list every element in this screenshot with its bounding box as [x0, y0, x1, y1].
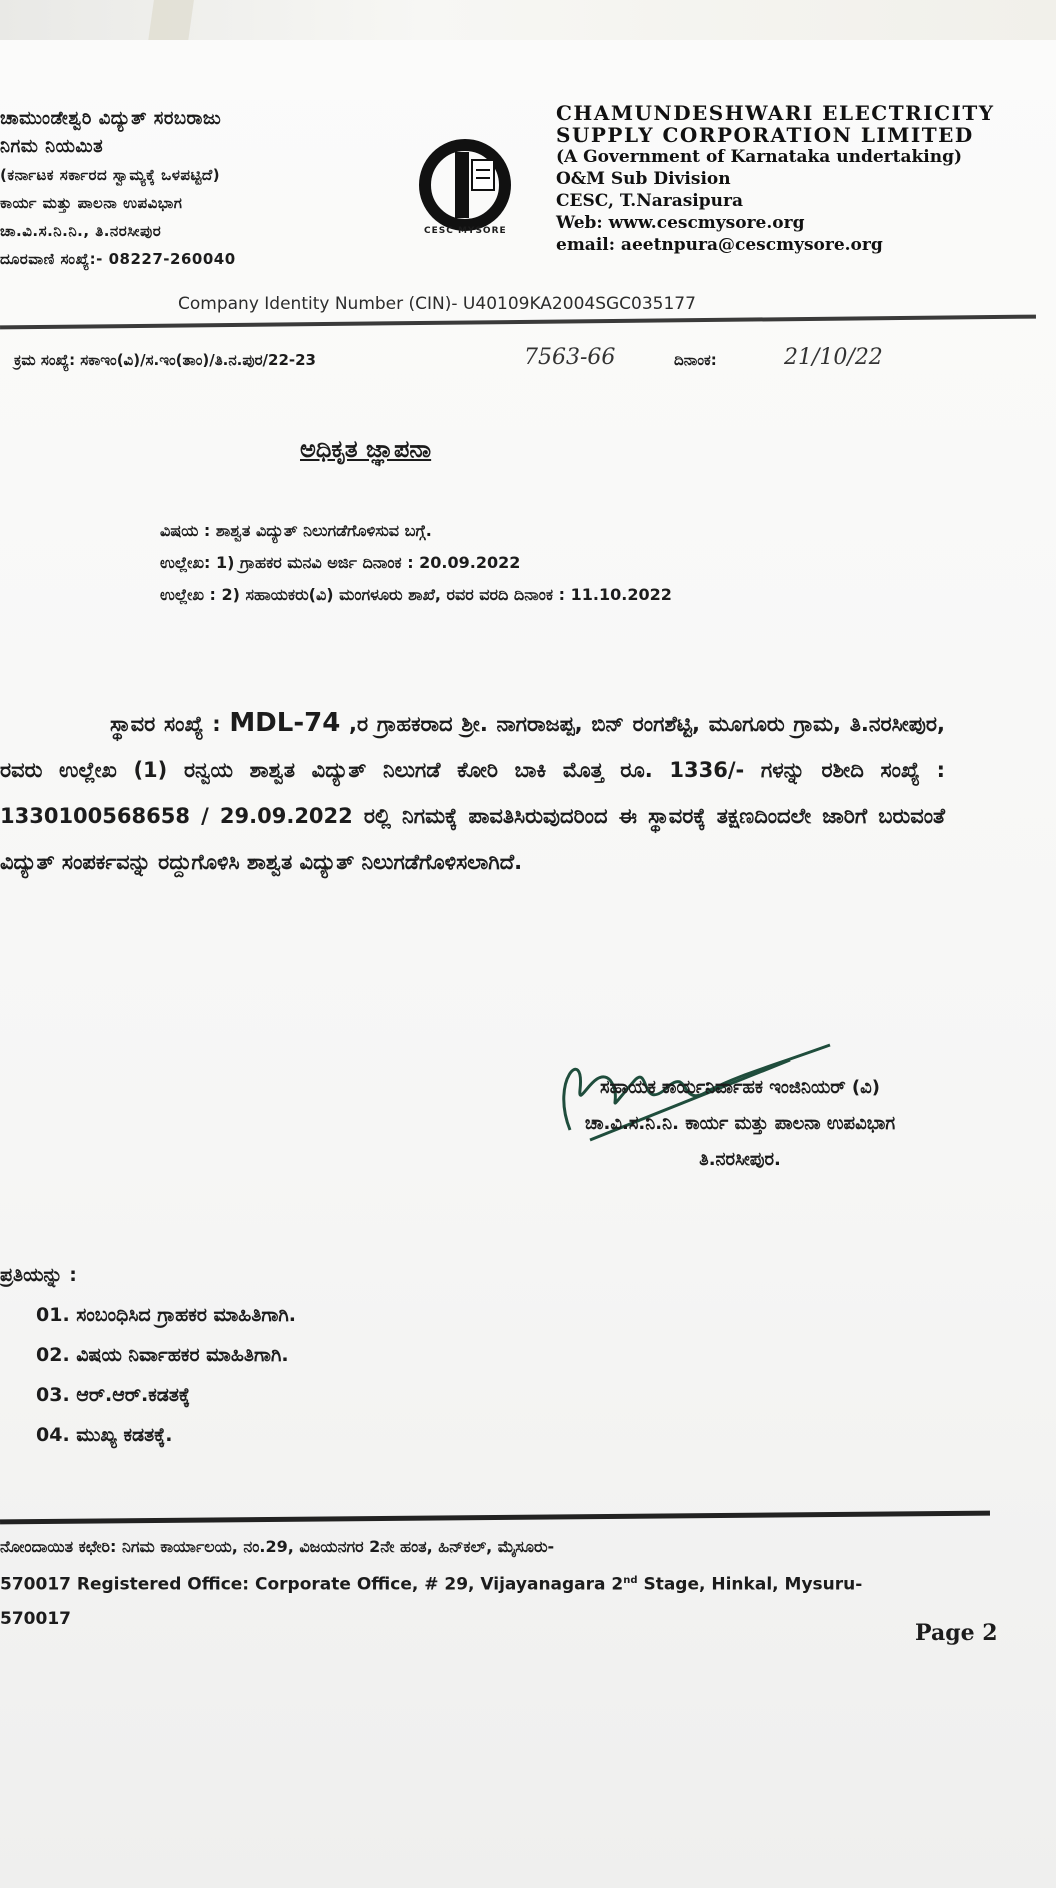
company-name-line: CHAMUNDESHWARI ELECTRICITY — [556, 101, 995, 125]
english-letterhead — [556, 102, 1036, 256]
signatory-block — [480, 1070, 1000, 1178]
installation-label: ಸ್ಥಾವರ ಸಂಖ್ಯೆ : — [110, 712, 230, 736]
kannada-line: ಕಾರ್ಯ ಮತ್ತು ಪಾಲನಾ ಉಪವಿಭಾಗ — [0, 194, 183, 212]
footer-rule — [0, 1511, 990, 1525]
kannada-line: (ಕರ್ನಾಟಕ ಸರ್ಕಾರದ ಸ್ವಾಮ್ಯಕ್ಕೆ ಒಳಪಟ್ಟಿದೆ) — [0, 166, 221, 184]
email-line: email: aeetnpura@cescmysore.org — [556, 235, 883, 255]
memo-title: ಅಧಿಕೃತ ಜ್ಞಾಪನಾ — [300, 435, 432, 463]
kannada-letterhead — [0, 105, 400, 273]
footer-address — [0, 1530, 1000, 1636]
footer-line-kannada: ನೋಂದಾಯಿತ ಕಛೇರಿ: ನಿಗಮ ಕಾರ್ಯಾಲಯ, ನಂ.29, ವಿಜಯನಗರ 2ನೇ ಹಂತ, ಹಿನ್‌ಕಲ್, ಮೈಸೂರು- — [0, 1537, 555, 1556]
copy-item: 02. ವಿಷಯ ನಿರ್ವಾಹಕರ ಮಾಹಿತಿಗಾಗಿ. — [36, 1344, 289, 1366]
footer-english-text-end: Stage, Hinkal, Mysuru- — [637, 1574, 863, 1595]
company-name-line: SUPPLY CORPORATION LIMITED — [556, 123, 974, 147]
letterhead-line: (A Government of Karnataka undertaking) — [556, 147, 962, 167]
cesc-logo-icon — [410, 130, 520, 240]
copy-item: 03. ಆರ್.ಆರ್.ಕಡತಕ್ಕೆ — [36, 1384, 191, 1406]
web-line: Web: www.cescmysore.org — [556, 213, 805, 233]
reference-line — [14, 345, 1034, 385]
cin-number: Company Identity Number (CIN)- U40109KA2004SGC035177 — [178, 294, 696, 314]
body-paragraph — [0, 700, 945, 885]
copy-item: 01. ಸಂಬಂಧಿಸಿದ ಗ್ರಾಹಕರ ಮಾಹಿತಿಗಾಗಿ. — [36, 1304, 297, 1326]
handwritten-date: 21/10/22 — [784, 345, 883, 370]
copy-item: 04. ಮುಖ್ಯ ಕಡತಕ್ಕೆ. — [36, 1424, 173, 1446]
copies-label: ಪ್ರತಿಯನ್ನು : — [0, 1264, 77, 1286]
signatory-place: ತಿ.ನರಸೀಪುರ. — [699, 1149, 781, 1170]
signatory-office: ಚಾ.ವಿ.ಸ.ನಿ.ನಿ. ಕಾರ್ಯ ಮತ್ತು ಪಾಲನಾ ಉಪವಿಭಾಗ — [584, 1113, 896, 1134]
reference-1-line: ಉಲ್ಲೇಖ: 1) ಗ್ರಾಹಕರ ಮನವಿ ಅರ್ಜಿ ದಿನಾಂಕ : 20.09.2022 — [160, 553, 521, 572]
kannada-line: ಚಾ.ವಿ.ಸ.ನಿ.ನಿ., ತಿ.ನರಸೀಪುರ — [0, 222, 162, 240]
letter-page — [0, 40, 1056, 1888]
date-label: ದಿನಾಂಕ: — [674, 351, 717, 369]
subject-line: ವಿಷಯ : ಶಾಶ್ವತ ವಿದ್ಯುತ್ ನಿಲುಗಡೆಗೊಳಿಸುವ ಬಗ್ಗೆ. — [160, 521, 432, 540]
subject-block — [160, 515, 1020, 611]
footer-line-english — [0, 1564, 1000, 1602]
footer-english-text: 570017 Registered Office: Corporate Office, # 29, Vijayanagara 2 — [0, 1574, 624, 1595]
kannada-line: ನಿಗಮ ನಿಯಮಿತ — [0, 136, 104, 157]
cesc-logo — [410, 130, 520, 240]
footer-superscript: nd — [623, 1575, 638, 1586]
kannada-line: ದೂರವಾಣಿ ಸಂಖ್ಯೆ:- 08227-260040 — [0, 250, 236, 268]
logo-caption: CESC MYSORE — [424, 226, 507, 236]
reference-2-line: ಉಲ್ಲೇಖ : 2) ಸಹಾಯಕರು(ವಿ) ಮಂಗಳೂರು ಶಾಖೆ, ರವರ ವರದಿ ದಿನಾಂಕ : 11.10.2022 — [160, 585, 672, 604]
footer-line-pincode: 570017 — [0, 1608, 71, 1629]
body-text: ,ರ ಗ್ರಾಹಕರಾದ ಶ್ರೀ. ನಾಗರಾಜಪ್ಪ, ಬಿನ್ ರಂಗಶೆಟ್ಟಿ, ಮೂಗೂರು ಗ್ರಾಮ, ತಿ.ನರಸೀಪುರ, ರವರು ಉಲ್ಲೇಖ (1) ರನ್ವಯ ಶಾಶ್ವತ ವಿದ್ಯುತ್ ನಿಲುಗಡೆ ಕೋರಿ ಬಾಕಿ ಮೊತ್ತ ರೂ. 1336/- ಗಳನ್ನು ರಶೀದಿ ಸಂಖ್ಯೆ : 1330100568658 / 29.09.2022 ರಲ್ಲಿ ನಿಗಮಕ್ಕೆ ಪಾವತಿಸಿರುವುದರಿಂದ ಈ ಸ್ಥಾವರಕ್ಕೆ ತಕ್ಷಣದಿಂದಲೇ ಜಾರಿಗೆ ಬರುವಂತೆ ವಿದ್ಯುತ್ ಸಂಪರ್ಕವನ್ನು ರದ್ದುಗೊಳಿಸಿ ಶಾಶ್ವತ ವಿದ್ಯುತ್ ನಿಲುಗಡೆಗೊಳಿಸಲಾಗಿದೆ. — [0, 712, 945, 874]
installation-number: MDL-74 — [229, 708, 341, 738]
kannada-line: ಚಾಮುಂಡೇಶ್ವರಿ ವಿದ್ಯುತ್ ಸರಬರಾಜು — [0, 108, 222, 129]
copies-list — [36, 1295, 600, 1455]
letterhead-line: CESC, T.Narasipura — [556, 191, 743, 211]
letterhead-line: O&M Sub Division — [556, 169, 731, 189]
header-rule — [0, 315, 1036, 330]
page-number: Page 2 — [915, 1620, 998, 1646]
handwritten-reference-number: 7563-66 — [524, 345, 616, 370]
signatory-designation: ಸಹಾಯಕ ಕಾರ್ಯನಿರ್ವಾಹಕ ಇಂಜಿನಿಯರ್ (ವಿ) — [600, 1077, 880, 1098]
reference-number-label: ಕ್ರಮ ಸಂಖ್ಯೆ: ಸಕಾಇಂ(ವಿ)/ಸ.ಇಂ(ತಾಂ)/ತಿ.ನ.ಪುರ/22-23 — [14, 351, 316, 369]
copies-block — [0, 1255, 600, 1455]
